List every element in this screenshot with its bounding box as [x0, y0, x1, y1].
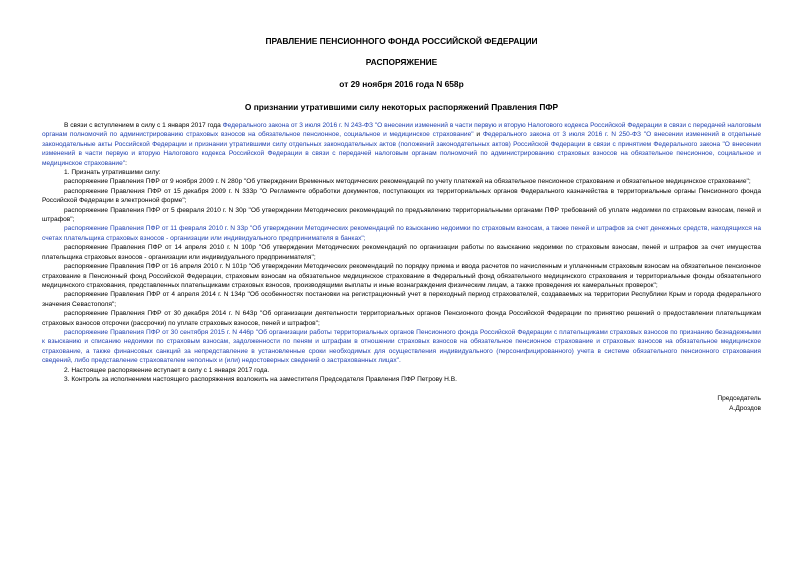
repealed-order-text: распоряжение Правления ПФР от 4 апреля 2014 г. N 134р "Об особенностях постановки на регистрационный учет в переходный период страхователей, создаваемых на территории Республики Крым и города федерального значения Севастополя"; — [42, 291, 761, 308]
document-body — [42, 121, 761, 384]
repealed-order-text: распоряжение Правления ПФР от 16 апреля 2010 г. N 101р "Об утверждении Методических рекомендаций по порядку приема и ввода расчетов по начисленным и уплаченным страховым взносам на обязательное пенсионное страхование в Пенсионный фонд Российской Федерации, страховым взносам на обязательное медицинское страхование в Федеральный фонд обязательного медицинского страхования и территориальные фонды обязательного медицинского страхования, представленных плательщиками страховых взносов, производящими выплаты и иные вознаграждения физическим лицам, а также проведения их камеральных проверок"; — [42, 263, 761, 289]
repealed-order-item — [42, 290, 761, 309]
preamble-paragraph — [42, 121, 761, 168]
repealed-order-item — [42, 262, 761, 290]
law-250-fz-link[interactable]: Федерального закона от 3 июля 2016 г. N 250-ФЗ "О внесении изменений в отдельные законодательные акты Российской Федерации и признании утратившими силу отдельных законодательных актов (положений законодательных актов) Российской Федерации в связи с принятием Федерального закона "О внесении изменений в части первую и вторую Налогового кодекса Российской Федерации в связи с передачей налоговым органам полномочий по администрированию страховых взносов на обязательное пенсионное, социальное и медицинское страхование" — [42, 131, 761, 167]
repealed-order-link[interactable]: распоряжение Правления ПФР от 11 февраля 2010 г. N 33р "Об утверждении Методических рекомендаций по взысканию недоимки по страховым взносам, а также пеней и штрафов за счет денежных средств, находящихся на счетах плательщика страховых взносов - организации или индивидуального предпринимателя в банках"; — [42, 225, 761, 242]
signature-name: А.Дроздов — [729, 404, 761, 412]
document-date-number: от 29 ноября 2016 года N 658р — [339, 79, 464, 89]
repealed-order-item — [42, 177, 761, 186]
repealed-order-item — [42, 243, 761, 262]
organization-name: ПРАВЛЕНИЕ ПЕНСИОННОГО ФОНДА РОССИЙСКОЙ ФЕДЕРАЦИИ — [265, 36, 538, 46]
repealed-order-text: распоряжение Правления ПФР от 14 апреля 2010 г. N 100р "Об утверждении Методических рекомендаций по организации работы по взысканию недоимки по страховым взносам, пеней и штрафов за счет имущества плательщика страховых взносов - организации или индивидуального предпринимателя"; — [42, 244, 761, 261]
repealed-order-text: распоряжение Правления ПФР от 5 февраля 2010 г. N 30р "Об утверждении Методических рекомендаций по предъявлению территориальными органами ПФР требований об уплате недоимки по страховым взносам, пеней и штрафов"; — [42, 206, 761, 224]
signature-block — [42, 394, 761, 413]
document-title: О признании утратившими силу некоторых распоряжений Правления ПФР — [244, 102, 559, 112]
law-243-fz-link[interactable]: Федерального закона от 3 июля 2016 г. N 243-ФЗ "О внесении изменений в части первую и вторую Налогового кодекса Российской Федерации в связи с передачей налоговым органам полномочий по администрированию страховых взносов на обязательное пенсионное, социальное и медицинское страхование" — [42, 122, 762, 139]
repealed-order-text: распоряжение Правления ПФР от 15 декабря 2009 г. N 333р "О Регламенте обработки документов, поступающих из территориальных органов Федерального казначейства в территориальные органы Пенсионного фонда Российской Федерации в электронной форме"; — [42, 187, 761, 205]
repealed-order-item — [42, 309, 761, 328]
repealed-order-text: распоряжение Правления ПФР от 30 декабря 2014 г. N 643р "Об организации деятельности территориальных органов Пенсионного фонда Российской Федерации по принятию решений о предоставлении плательщикам страховых взносов отсрочки (рассрочки) по уплате страховых взносов, пеней и штрафов"; — [42, 310, 761, 327]
document-type: РАСПОРЯЖЕНИЕ — [365, 57, 438, 67]
signature-role: Председатель — [717, 395, 761, 403]
repealed-order-item — [42, 206, 761, 225]
preamble-end: : — [125, 159, 127, 167]
repealed-orders-list — [42, 177, 761, 365]
repealed-order-text: распоряжение Правления ПФР от 9 ноября 2009 г. N 280р "Об утверждении Временных методических рекомендаций по учету платежей на обязательное пенсионное страхование и обязательное медицинское страхование"; — [64, 178, 751, 186]
item-2: 2. Настоящее распоряжение вступает в силу с 1 января 2017 года. — [64, 366, 270, 374]
repealed-order-item — [42, 187, 761, 206]
repealed-order-item — [42, 224, 761, 243]
item-3: 3. Контроль за исполнением настоящего распоряжения возложить на заместителя Председателя Правления ПФР Петрову Н.В. — [64, 375, 457, 383]
repealed-order-item — [42, 328, 761, 366]
preamble-mid: и — [473, 131, 483, 139]
preamble-start: В связи с вступлением в силу с 1 января 2017 года — [64, 122, 223, 129]
item-1-lead: 1. Признать утратившими силу: — [64, 169, 161, 177]
repealed-order-link[interactable]: распоряжение Правления ПФР от 30 сентября 2015 г. N 446р "Об организации работы территориальных органов Пенсионного фонда Российской Федерации с плательщиками страховых взносов по признанию безнадежными к взысканию и списанию недоимки по страховым взносам, задолженности по пеням и штрафам в отношении страховых взносов на обязательное пенсионное страхование и страховых взносов на обязательное медицинское страхование, а также финансовых санкций за непредставление в установленные сроки необходимых для осуществления индивидуального (персонифицированного) учета в системе обязательного пенсионного страхования сведений, либо представление страхователем неполных и (или) недостоверных сведений о застрахованных лицах". — [42, 328, 761, 365]
